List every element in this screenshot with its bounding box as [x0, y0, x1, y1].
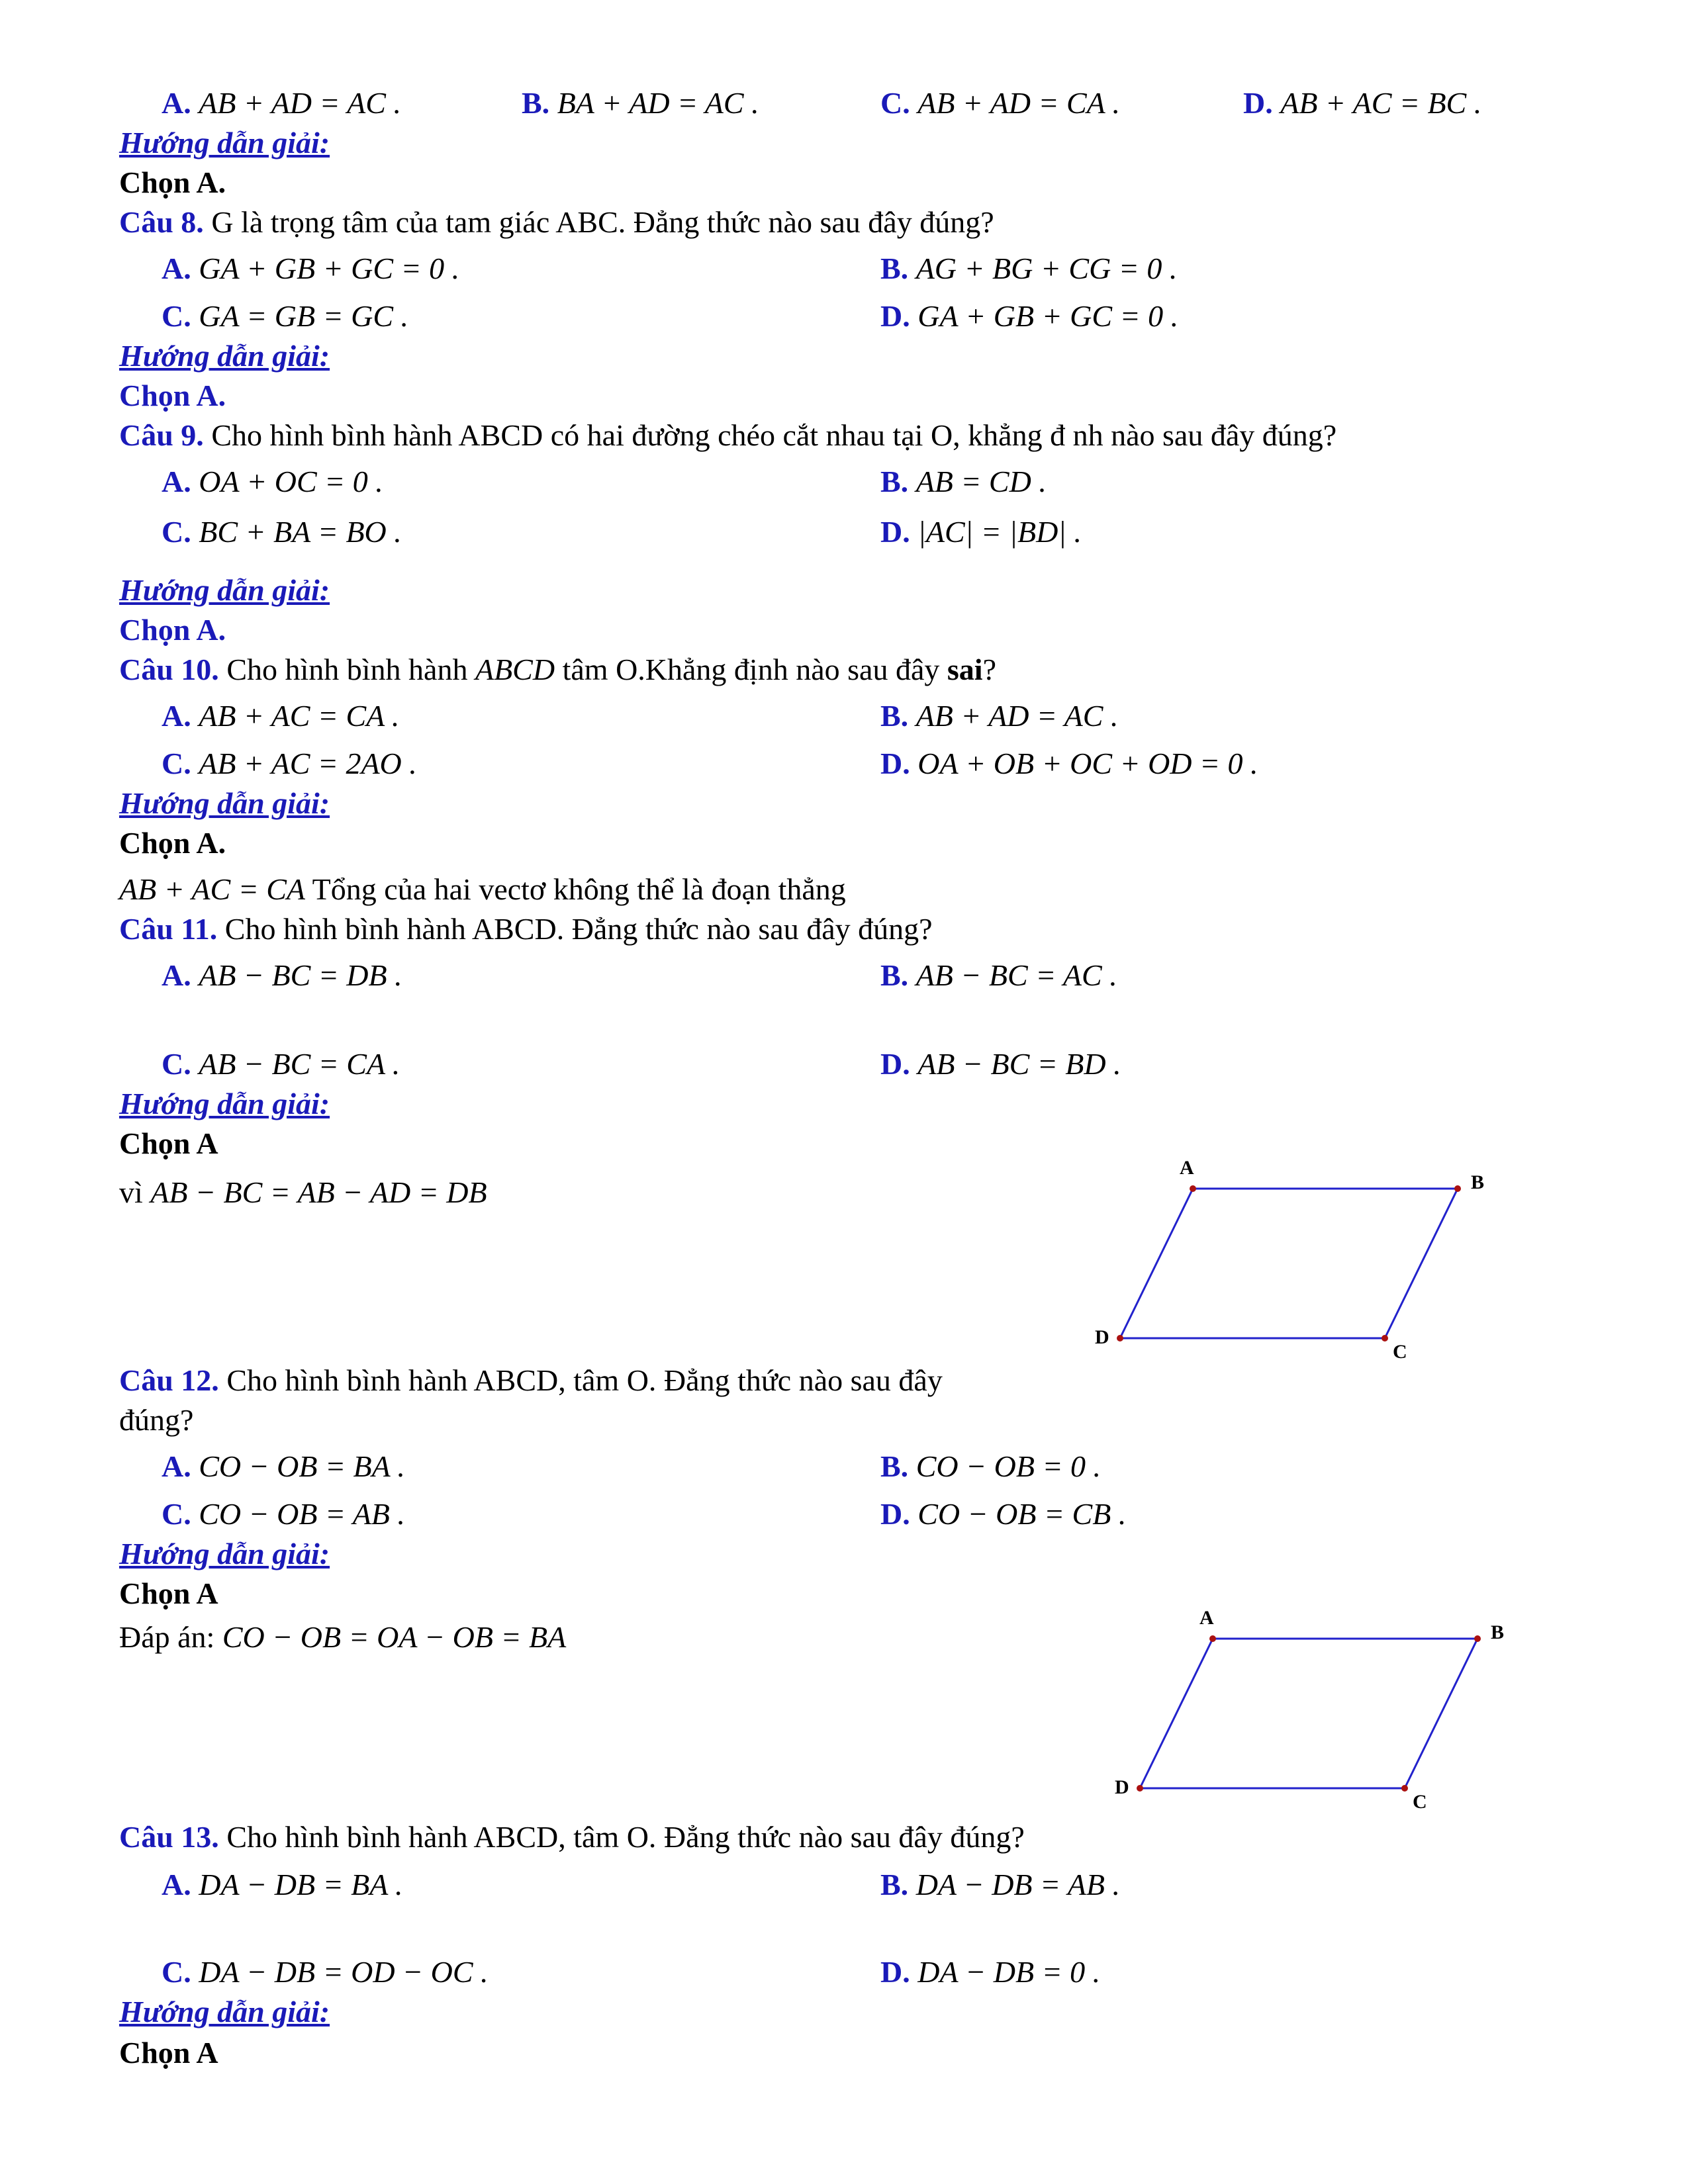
option-label: D.	[880, 1955, 910, 1989]
q12-solution-heading: Hướng dẫn giải:	[119, 1537, 330, 1570]
option-expression: AB − BC = BD .	[917, 1047, 1121, 1081]
vertex-label-c: C	[1393, 1341, 1407, 1363]
explanation-prefix: Đáp án:	[119, 1620, 222, 1654]
question-text: ?	[982, 653, 996, 686]
option-label: C.	[162, 299, 191, 333]
q13-question	[119, 1817, 1025, 1857]
option-expression: CO − OB = BA .	[199, 1449, 405, 1483]
option-expression: |AC| = |BD| .	[917, 515, 1082, 549]
option-expression: GA = GB = GC .	[199, 299, 409, 333]
option-label: A.	[162, 958, 191, 992]
option-label: B.	[880, 699, 909, 733]
option-label: B.	[880, 1449, 909, 1483]
question-number: Câu 10.	[119, 653, 219, 686]
q11-option-b	[880, 956, 1117, 995]
q9-option-b	[880, 462, 1047, 502]
q12-option-a	[162, 1447, 405, 1486]
option-expression: OA + OC = 0 .	[199, 465, 383, 498]
vertex-label-a: A	[1180, 1157, 1194, 1179]
option-expression: AB − BC = DB .	[199, 958, 402, 992]
q8-solution-heading: Hướng dẫn giải:	[119, 339, 330, 373]
option-label: D.	[880, 1497, 910, 1531]
option-expression: AB − BC = CA .	[199, 1047, 400, 1081]
vertex-label-d: D	[1095, 1326, 1109, 1348]
q12-option-c	[162, 1494, 405, 1534]
q8-answer: Chọn A.	[119, 379, 226, 412]
q12-question-continued: đúng?	[119, 1403, 194, 1437]
option-label: B.	[880, 958, 909, 992]
option-label: D.	[880, 515, 910, 549]
explanation-expression: AB + AC = CA	[119, 872, 306, 906]
q9-question	[119, 416, 1336, 455]
q12-option-b	[880, 1447, 1101, 1486]
q7-solution-heading: Hướng dẫn giải:	[119, 126, 330, 159]
option-label: A.	[162, 1449, 191, 1483]
q9-answer: Chọn A.	[119, 613, 226, 647]
vertex-label-c: C	[1413, 1791, 1427, 1813]
option-expression: AG + BG + CG = 0 .	[915, 251, 1178, 285]
option-expression: CO − OB = AB .	[199, 1497, 405, 1531]
option-label: D.	[1243, 86, 1273, 120]
q10-question	[119, 650, 996, 690]
q12-option-d	[880, 1494, 1126, 1534]
point-a	[1209, 1635, 1216, 1642]
q13-solution-heading: Hướng dẫn giải:	[119, 1995, 330, 2028]
q10-option-c	[162, 744, 417, 784]
point-b	[1454, 1185, 1461, 1192]
q13-answer: Chọn A	[119, 2036, 218, 2070]
q12-explanation	[119, 1617, 566, 1657]
question-number: Câu 12.	[119, 1363, 219, 1397]
q8-option-a	[162, 249, 459, 289]
q11-solution-heading: Hướng dẫn giải:	[119, 1087, 330, 1120]
option-expression: AB + AD = AC .	[915, 699, 1119, 733]
q13-option-b	[880, 1865, 1120, 1905]
vertex-label-b: B	[1491, 1621, 1505, 1643]
option-label: C.	[162, 1955, 191, 1989]
q11-explanation	[119, 1173, 487, 1212]
question-variable: ABCD	[475, 653, 555, 686]
option-label: B.	[880, 465, 909, 498]
question-number: Câu 8.	[119, 205, 204, 239]
option-expression: BA + AD = AC .	[557, 86, 759, 120]
q8-question	[119, 203, 994, 242]
point-a	[1190, 1185, 1196, 1192]
option-expression: AB + AC = CA .	[199, 699, 400, 733]
q9-solution-heading: Hướng dẫn giải:	[119, 573, 330, 607]
option-expression: GA + GB + GC = 0 .	[199, 251, 460, 285]
parallelogram-shape	[1120, 1189, 1458, 1338]
explanation-expression: CO − OB = OA − OB = BA	[222, 1620, 567, 1654]
question-text: Cho hình bình hành	[218, 653, 475, 686]
q11-option-c	[162, 1044, 400, 1084]
option-label: B.	[880, 1868, 909, 1901]
q13-option-d	[880, 1952, 1100, 1992]
q12-question	[119, 1361, 943, 1400]
option-expression: OA + OB + OC + OD = 0 .	[917, 747, 1258, 780]
question-text: Cho hình bình hành ABCD. Đẳng thức nào sau đây đúng?	[217, 912, 933, 946]
point-c	[1401, 1785, 1408, 1792]
question-text: tâm O.Khẳng định nào sau đây	[555, 653, 947, 686]
vertex-label-b: B	[1471, 1171, 1485, 1193]
option-label: B.	[522, 86, 550, 120]
parallelogram-shape	[1140, 1639, 1477, 1788]
q12-answer: Chọn A	[119, 1576, 218, 1610]
parallelogram-figure-2	[1099, 1595, 1509, 1813]
option-label: C.	[162, 1047, 191, 1081]
option-expression: AB = CD .	[915, 465, 1047, 498]
vertex-label-a: A	[1199, 1607, 1214, 1629]
question-text: Cho hình bình hành ABCD, tâm O. Đẳng thức nào sau đây đúng?	[218, 1820, 1025, 1854]
option-expression: AB + AD = CA .	[917, 86, 1120, 120]
q11-question	[119, 909, 933, 949]
explanation-expression: AB − BC = AB − AD = DB	[150, 1175, 487, 1209]
q10-solution-heading: Hướng dẫn giải:	[119, 786, 330, 820]
q10-option-b	[880, 696, 1118, 736]
option-label: B.	[880, 251, 909, 285]
option-expression: DA − DB = OD − OC .	[199, 1955, 489, 1989]
option-label: C.	[162, 747, 191, 780]
q10-option-d	[880, 744, 1258, 784]
question-text: Cho hình bình hành ABCD có hai đường chéo cắt nhau tại O, khẳng đ nh nào sau đây đúng?	[203, 418, 1337, 452]
q7-option-c	[880, 83, 1120, 123]
option-expression: DA − DB = BA .	[199, 1868, 403, 1901]
question-number: Câu 9.	[119, 418, 204, 452]
point-b	[1474, 1635, 1481, 1642]
option-expression: CO − OB = CB .	[917, 1497, 1127, 1531]
option-label: A.	[162, 86, 191, 120]
option-label: A.	[162, 465, 191, 498]
option-label: C.	[162, 515, 191, 549]
q11-option-a	[162, 956, 402, 995]
option-label: A.	[162, 251, 191, 285]
explanation-prefix: vì	[119, 1175, 151, 1209]
q8-option-b	[880, 249, 1177, 289]
option-label: A.	[162, 1868, 191, 1901]
point-c	[1382, 1335, 1388, 1342]
question-number: Câu 13.	[119, 1820, 219, 1854]
option-expression: CO − OB = 0 .	[915, 1449, 1101, 1483]
explanation-text: Tổng của hai vectơ không thể là đoạn thẳng	[305, 872, 846, 906]
q13-option-c	[162, 1952, 489, 1992]
option-expression: BC + BA = BO .	[199, 515, 402, 549]
question-emphasis: sai	[947, 653, 983, 686]
q7-option-b	[522, 83, 759, 123]
option-label: D.	[880, 1047, 910, 1081]
option-expression: GA + GB + GC = 0 .	[917, 299, 1179, 333]
option-expression: AB + AD = AC .	[199, 86, 401, 120]
option-expression: AB − BC = AC .	[915, 958, 1117, 992]
q9-option-c	[162, 512, 402, 552]
point-d	[1117, 1335, 1123, 1342]
option-label: A.	[162, 699, 191, 733]
option-label: C.	[880, 86, 910, 120]
q10-answer: Chọn A.	[119, 826, 226, 860]
q11-answer: Chọn A	[119, 1126, 218, 1160]
question-number: Câu 11.	[119, 912, 218, 946]
option-expression: AB + AC = 2AO .	[199, 747, 417, 780]
option-label: D.	[880, 747, 910, 780]
parallelogram-figure-1	[1086, 1145, 1496, 1363]
q8-option-d	[880, 296, 1178, 336]
option-label: D.	[880, 299, 910, 333]
q13-option-a	[162, 1865, 403, 1905]
option-expression: AB + AC = BC .	[1280, 86, 1482, 120]
question-text: G là trọng tâm của tam giác ABC. Đẳng thức nào sau đây đúng?	[203, 205, 994, 239]
q9-option-a	[162, 462, 383, 502]
question-text: Cho hình bình hành ABCD, tâm O. Đẳng thức nào sau đây	[218, 1363, 943, 1397]
q7-answer: Chọn A.	[119, 165, 226, 199]
vertex-label-d: D	[1115, 1776, 1129, 1798]
point-d	[1137, 1785, 1143, 1792]
q10-option-a	[162, 696, 399, 736]
option-label: C.	[162, 1497, 191, 1531]
option-expression: DA − DB = AB .	[915, 1868, 1120, 1901]
q11-option-d	[880, 1044, 1121, 1084]
q8-option-c	[162, 296, 408, 336]
q10-explanation	[119, 870, 846, 909]
q7-option-a	[162, 83, 401, 123]
q9-option-d	[880, 512, 1082, 552]
option-expression: DA − DB = 0 .	[917, 1955, 1101, 1989]
q7-option-d	[1243, 83, 1481, 123]
